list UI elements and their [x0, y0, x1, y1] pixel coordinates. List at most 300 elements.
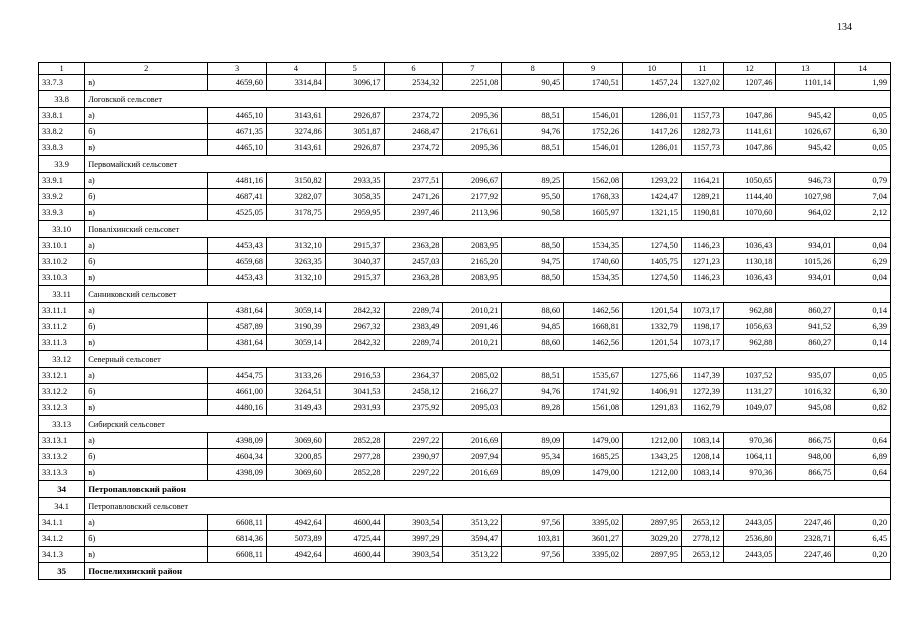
value-cell-10: 1405,75 — [623, 254, 682, 270]
value-cell-8: 95,34 — [502, 449, 564, 465]
value-cell-7: 2113,96 — [443, 205, 502, 221]
value-cell-6: 2297,22 — [384, 433, 443, 449]
value-cell-3: 4398,09 — [208, 433, 267, 449]
value-cell-5: 2926,87 — [325, 140, 384, 156]
value-cell-7: 2095,36 — [443, 140, 502, 156]
value-cell-10: 1343,25 — [623, 449, 682, 465]
table-row — [39, 335, 891, 351]
row-code: 33.8.3 — [39, 140, 85, 156]
value-cell-3: 4659,60 — [208, 75, 267, 91]
value-cell-3: 4465,10 — [208, 140, 267, 156]
value-cell-7: 2165,20 — [443, 254, 502, 270]
value-cell-5: 3051,87 — [325, 124, 384, 140]
value-cell-11: 1157,73 — [681, 108, 723, 124]
value-cell-14: 0,14 — [835, 335, 891, 351]
value-cell-13: 964,02 — [776, 205, 835, 221]
value-cell-4: 4942,64 — [266, 515, 325, 531]
value-cell-4: 3200,85 — [266, 449, 325, 465]
row-code: 33.13.3 — [39, 465, 85, 481]
section-code: 33.12 — [39, 351, 85, 368]
row-code: 33.9.1 — [39, 173, 85, 189]
value-cell-9: 1768,33 — [564, 189, 623, 205]
value-cell-11: 1190,81 — [681, 205, 723, 221]
row-code: 33.11.2 — [39, 319, 85, 335]
row-code: 33.8.2 — [39, 124, 85, 140]
value-cell-6: 2457,03 — [384, 254, 443, 270]
value-cell-10: 1274,50 — [623, 270, 682, 286]
value-cell-12: 2443,05 — [723, 515, 776, 531]
value-cell-5: 4725,44 — [325, 531, 384, 547]
column-header-10: 10 — [623, 63, 682, 75]
section-name: Сибирский сельсовет — [85, 416, 891, 433]
table-row — [39, 173, 891, 189]
region-name: Петропавловский район — [85, 481, 891, 498]
value-cell-12: 1036,43 — [723, 270, 776, 286]
value-cell-11: 1208,14 — [681, 449, 723, 465]
table-row — [39, 108, 891, 124]
value-cell-10: 1212,00 — [623, 433, 682, 449]
value-cell-11: 2653,12 — [681, 547, 723, 563]
value-cell-5: 2959,95 — [325, 205, 384, 221]
table-row — [39, 515, 891, 531]
value-cell-3: 4453,43 — [208, 270, 267, 286]
value-cell-4: 3143,61 — [266, 108, 325, 124]
row-code: 33.12.3 — [39, 400, 85, 416]
value-cell-9: 1462,56 — [564, 303, 623, 319]
value-cell-6: 2363,28 — [384, 238, 443, 254]
table-row — [39, 140, 891, 156]
value-cell-3: 4381,64 — [208, 303, 267, 319]
value-cell-12: 1141,61 — [723, 124, 776, 140]
value-cell-10: 2897,95 — [623, 515, 682, 531]
value-cell-4: 3132,10 — [266, 270, 325, 286]
value-cell-4: 3264,51 — [266, 384, 325, 400]
value-cell-7: 2166,27 — [443, 384, 502, 400]
column-header-3: 3 — [208, 63, 267, 75]
value-cell-8: 90,45 — [502, 75, 564, 91]
column-header-5: 5 — [325, 63, 384, 75]
value-cell-4: 3069,60 — [266, 465, 325, 481]
column-header-6: 6 — [384, 63, 443, 75]
value-cell-3: 4381,64 — [208, 335, 267, 351]
value-cell-11: 1271,23 — [681, 254, 723, 270]
value-cell-9: 1668,81 — [564, 319, 623, 335]
value-cell-13: 1101,14 — [776, 75, 835, 91]
value-cell-12: 1047,86 — [723, 140, 776, 156]
section-row — [39, 91, 891, 108]
value-cell-4: 3132,10 — [266, 238, 325, 254]
header-row — [39, 63, 891, 75]
value-cell-9: 1479,00 — [564, 465, 623, 481]
section-name: Поваліхинский сельсовет — [85, 221, 891, 238]
value-cell-13: 1015,26 — [776, 254, 835, 270]
value-cell-14: 6,89 — [835, 449, 891, 465]
value-cell-13: 934,01 — [776, 270, 835, 286]
value-cell-5: 3041,53 — [325, 384, 384, 400]
value-cell-6: 2468,47 — [384, 124, 443, 140]
row-code: 33.9.2 — [39, 189, 85, 205]
value-cell-11: 1282,73 — [681, 124, 723, 140]
value-cell-10: 1321,15 — [623, 205, 682, 221]
row-label: б) — [85, 124, 208, 140]
row-label: б) — [85, 319, 208, 335]
value-cell-10: 1212,00 — [623, 465, 682, 481]
row-label: б) — [85, 449, 208, 465]
row-code: 33.7.3 — [39, 75, 85, 91]
value-cell-9: 1535,67 — [564, 368, 623, 384]
section-name: Первомайский сельсовет — [85, 156, 891, 173]
row-code: 34.1.2 — [39, 531, 85, 547]
row-label: в) — [85, 400, 208, 416]
value-cell-11: 1073,17 — [681, 335, 723, 351]
table-row — [39, 465, 891, 481]
value-cell-5: 2842,32 — [325, 303, 384, 319]
value-cell-8: 94,76 — [502, 124, 564, 140]
value-cell-12: 1036,43 — [723, 238, 776, 254]
value-cell-6: 3997,29 — [384, 531, 443, 547]
value-cell-6: 2374,72 — [384, 108, 443, 124]
value-cell-12: 1056,63 — [723, 319, 776, 335]
value-cell-13: 934,01 — [776, 238, 835, 254]
value-cell-8: 89,25 — [502, 173, 564, 189]
value-cell-9: 1534,35 — [564, 238, 623, 254]
value-cell-8: 88,60 — [502, 335, 564, 351]
value-cell-7: 2010,21 — [443, 335, 502, 351]
value-cell-3: 4687,41 — [208, 189, 267, 205]
column-header-4: 4 — [266, 63, 325, 75]
value-cell-3: 4661,00 — [208, 384, 267, 400]
value-cell-5: 2933,35 — [325, 173, 384, 189]
value-cell-14: 0,14 — [835, 303, 891, 319]
table-row — [39, 384, 891, 400]
value-cell-8: 88,51 — [502, 368, 564, 384]
row-label: в) — [85, 465, 208, 481]
value-cell-11: 1147,39 — [681, 368, 723, 384]
table-row — [39, 449, 891, 465]
row-label: в) — [85, 270, 208, 286]
row-label: б) — [85, 384, 208, 400]
value-cell-10: 3029,20 — [623, 531, 682, 547]
value-cell-5: 3058,35 — [325, 189, 384, 205]
value-cell-3: 4453,43 — [208, 238, 267, 254]
value-cell-14: 6,45 — [835, 531, 891, 547]
value-cell-4: 3314,84 — [266, 75, 325, 91]
value-cell-7: 3513,22 — [443, 515, 502, 531]
section-code: 33.11 — [39, 286, 85, 303]
table-row — [39, 547, 891, 563]
value-cell-8: 94,85 — [502, 319, 564, 335]
value-cell-14: 2,12 — [835, 205, 891, 221]
value-cell-9: 1741,92 — [564, 384, 623, 400]
value-cell-11: 2778,12 — [681, 531, 723, 547]
row-label: в) — [85, 547, 208, 563]
value-cell-13: 2247,46 — [776, 547, 835, 563]
value-cell-12: 962,88 — [723, 303, 776, 319]
value-cell-11: 1198,17 — [681, 319, 723, 335]
value-cell-12: 1050,65 — [723, 173, 776, 189]
value-cell-6: 2364,37 — [384, 368, 443, 384]
value-cell-14: 6,39 — [835, 319, 891, 335]
value-cell-9: 1752,26 — [564, 124, 623, 140]
value-cell-7: 2085,02 — [443, 368, 502, 384]
value-cell-12: 2536,80 — [723, 531, 776, 547]
value-cell-6: 2377,51 — [384, 173, 443, 189]
value-cell-7: 2095,36 — [443, 108, 502, 124]
table-row — [39, 270, 891, 286]
row-code: 33.10.2 — [39, 254, 85, 270]
row-label: а) — [85, 433, 208, 449]
value-cell-13: 945,08 — [776, 400, 835, 416]
value-cell-11: 1157,73 — [681, 140, 723, 156]
value-cell-6: 2534,32 — [384, 75, 443, 91]
value-cell-8: 94,75 — [502, 254, 564, 270]
value-cell-14: 0,82 — [835, 400, 891, 416]
value-cell-5: 2926,87 — [325, 108, 384, 124]
value-cell-7: 2251,08 — [443, 75, 502, 91]
value-cell-7: 2095,03 — [443, 400, 502, 416]
section-row — [39, 416, 891, 433]
value-cell-10: 1417,26 — [623, 124, 682, 140]
value-cell-7: 2016,69 — [443, 433, 502, 449]
value-cell-12: 1144,40 — [723, 189, 776, 205]
region-code: 35 — [39, 563, 85, 580]
value-cell-10: 1201,54 — [623, 335, 682, 351]
value-cell-8: 89,09 — [502, 433, 564, 449]
value-cell-4: 3143,61 — [266, 140, 325, 156]
section-row — [39, 286, 891, 303]
value-cell-7: 3513,22 — [443, 547, 502, 563]
value-cell-10: 1457,24 — [623, 75, 682, 91]
section-row — [39, 351, 891, 368]
value-cell-12: 1070,60 — [723, 205, 776, 221]
section-code: 33.8 — [39, 91, 85, 108]
value-cell-4: 3274,86 — [266, 124, 325, 140]
page-number: 134 — [837, 22, 852, 33]
value-cell-5: 2915,37 — [325, 238, 384, 254]
value-cell-6: 2390,97 — [384, 449, 443, 465]
row-code: 33.12.1 — [39, 368, 85, 384]
value-cell-4: 3178,75 — [266, 205, 325, 221]
value-cell-3: 4398,09 — [208, 465, 267, 481]
value-cell-4: 5073,89 — [266, 531, 325, 547]
column-header-2: 2 — [85, 63, 208, 75]
column-header-9: 9 — [564, 63, 623, 75]
value-cell-14: 0,04 — [835, 238, 891, 254]
tariff-table — [38, 62, 891, 580]
table-row — [39, 124, 891, 140]
value-cell-8: 97,56 — [502, 547, 564, 563]
value-cell-9: 1685,25 — [564, 449, 623, 465]
value-cell-7: 2083,95 — [443, 238, 502, 254]
value-cell-8: 88,51 — [502, 140, 564, 156]
value-cell-10: 1286,01 — [623, 140, 682, 156]
value-cell-6: 3903,54 — [384, 515, 443, 531]
section-code: 33.13 — [39, 416, 85, 433]
value-cell-5: 2977,28 — [325, 449, 384, 465]
value-cell-8: 88,51 — [502, 108, 564, 124]
value-cell-13: 948,00 — [776, 449, 835, 465]
value-cell-4: 3282,07 — [266, 189, 325, 205]
value-cell-14: 1,99 — [835, 75, 891, 91]
region-name: Поспелихинский район — [85, 563, 891, 580]
value-cell-4: 3059,14 — [266, 335, 325, 351]
table-row — [39, 433, 891, 449]
value-cell-8: 88,50 — [502, 270, 564, 286]
value-cell-10: 1424,47 — [623, 189, 682, 205]
value-cell-10: 1274,50 — [623, 238, 682, 254]
section-row — [39, 498, 891, 515]
value-cell-6: 3903,54 — [384, 547, 443, 563]
value-cell-3: 6608,11 — [208, 547, 267, 563]
row-label: в) — [85, 205, 208, 221]
value-cell-7: 2016,69 — [443, 465, 502, 481]
value-cell-10: 2897,95 — [623, 547, 682, 563]
section-row — [39, 156, 891, 173]
value-cell-9: 1546,01 — [564, 140, 623, 156]
table-row — [39, 189, 891, 205]
row-label: а) — [85, 238, 208, 254]
value-cell-14: 0,20 — [835, 547, 891, 563]
value-cell-5: 2916,53 — [325, 368, 384, 384]
value-cell-3: 4671,35 — [208, 124, 267, 140]
value-cell-9: 1605,97 — [564, 205, 623, 221]
value-cell-9: 1561,08 — [564, 400, 623, 416]
value-cell-13: 945,42 — [776, 108, 835, 124]
row-code: 34.1.3 — [39, 547, 85, 563]
value-cell-9: 1546,01 — [564, 108, 623, 124]
row-code: 33.11.1 — [39, 303, 85, 319]
value-cell-6: 2363,28 — [384, 270, 443, 286]
value-cell-10: 1332,79 — [623, 319, 682, 335]
value-cell-5: 4600,44 — [325, 547, 384, 563]
value-cell-13: 1027,98 — [776, 189, 835, 205]
value-cell-8: 103,81 — [502, 531, 564, 547]
value-cell-12: 1037,52 — [723, 368, 776, 384]
table-row — [39, 368, 891, 384]
value-cell-9: 1740,60 — [564, 254, 623, 270]
region-row — [39, 481, 891, 498]
row-label: а) — [85, 368, 208, 384]
value-cell-3: 4604,34 — [208, 449, 267, 465]
value-cell-3: 4454,75 — [208, 368, 267, 384]
section-name: Санниковский сельсовет — [85, 286, 891, 303]
value-cell-11: 1083,14 — [681, 433, 723, 449]
row-code: 33.12.2 — [39, 384, 85, 400]
value-cell-5: 4600,44 — [325, 515, 384, 531]
value-cell-3: 4587,89 — [208, 319, 267, 335]
row-code: 33.10.1 — [39, 238, 85, 254]
value-cell-12: 970,36 — [723, 465, 776, 481]
value-cell-5: 2842,32 — [325, 335, 384, 351]
column-header-8: 8 — [502, 63, 564, 75]
value-cell-13: 2247,46 — [776, 515, 835, 531]
value-cell-12: 1130,18 — [723, 254, 776, 270]
value-cell-4: 3263,35 — [266, 254, 325, 270]
value-cell-14: 6,30 — [835, 384, 891, 400]
value-cell-13: 860,27 — [776, 335, 835, 351]
row-label: б) — [85, 531, 208, 547]
value-cell-5: 2852,28 — [325, 433, 384, 449]
value-cell-8: 89,09 — [502, 465, 564, 481]
value-cell-6: 2289,74 — [384, 335, 443, 351]
value-cell-8: 95,50 — [502, 189, 564, 205]
row-label: а) — [85, 173, 208, 189]
value-cell-14: 7,04 — [835, 189, 891, 205]
value-cell-11: 1164,21 — [681, 173, 723, 189]
value-cell-9: 3395,02 — [564, 547, 623, 563]
value-cell-3: 4481,16 — [208, 173, 267, 189]
value-cell-10: 1201,54 — [623, 303, 682, 319]
row-label: в) — [85, 75, 208, 91]
value-cell-5: 3096,17 — [325, 75, 384, 91]
value-cell-7: 2097,94 — [443, 449, 502, 465]
value-cell-11: 2653,12 — [681, 515, 723, 531]
value-cell-4: 3133,26 — [266, 368, 325, 384]
value-cell-11: 1327,02 — [681, 75, 723, 91]
value-cell-10: 1291,83 — [623, 400, 682, 416]
value-cell-12: 1049,07 — [723, 400, 776, 416]
value-cell-11: 1146,23 — [681, 238, 723, 254]
value-cell-5: 3040,37 — [325, 254, 384, 270]
table-row — [39, 238, 891, 254]
value-cell-6: 2289,74 — [384, 303, 443, 319]
column-header-14: 14 — [835, 63, 891, 75]
table-row — [39, 531, 891, 547]
table-row — [39, 205, 891, 221]
value-cell-12: 962,88 — [723, 335, 776, 351]
value-cell-11: 1272,39 — [681, 384, 723, 400]
row-label: б) — [85, 254, 208, 270]
value-cell-13: 866,75 — [776, 465, 835, 481]
value-cell-12: 2443,05 — [723, 547, 776, 563]
section-name: Петропавловский сельсовет — [85, 498, 891, 515]
column-header-11: 11 — [681, 63, 723, 75]
value-cell-5: 2931,93 — [325, 400, 384, 416]
value-cell-12: 970,36 — [723, 433, 776, 449]
value-cell-9: 1534,35 — [564, 270, 623, 286]
value-cell-14: 0,79 — [835, 173, 891, 189]
value-cell-14: 0,04 — [835, 270, 891, 286]
column-header-12: 12 — [723, 63, 776, 75]
value-cell-4: 3190,39 — [266, 319, 325, 335]
value-cell-13: 941,52 — [776, 319, 835, 335]
table-row — [39, 254, 891, 270]
column-header-13: 13 — [776, 63, 835, 75]
value-cell-7: 2177,92 — [443, 189, 502, 205]
value-cell-8: 97,56 — [502, 515, 564, 531]
value-cell-8: 90,58 — [502, 205, 564, 221]
value-cell-13: 866,75 — [776, 433, 835, 449]
value-cell-9: 1479,00 — [564, 433, 623, 449]
value-cell-9: 1562,08 — [564, 173, 623, 189]
value-cell-4: 3069,60 — [266, 433, 325, 449]
row-label: в) — [85, 335, 208, 351]
value-cell-8: 88,50 — [502, 238, 564, 254]
region-row — [39, 563, 891, 580]
value-cell-14: 0,05 — [835, 368, 891, 384]
value-cell-13: 946,73 — [776, 173, 835, 189]
value-cell-9: 3395,02 — [564, 515, 623, 531]
value-cell-11: 1162,79 — [681, 400, 723, 416]
value-cell-5: 2967,32 — [325, 319, 384, 335]
value-cell-14: 0,05 — [835, 108, 891, 124]
row-code: 34.1.1 — [39, 515, 85, 531]
value-cell-6: 2375,92 — [384, 400, 443, 416]
value-cell-5: 2915,37 — [325, 270, 384, 286]
section-code: 33.9 — [39, 156, 85, 173]
value-cell-14: 0,20 — [835, 515, 891, 531]
value-cell-10: 1293,22 — [623, 173, 682, 189]
